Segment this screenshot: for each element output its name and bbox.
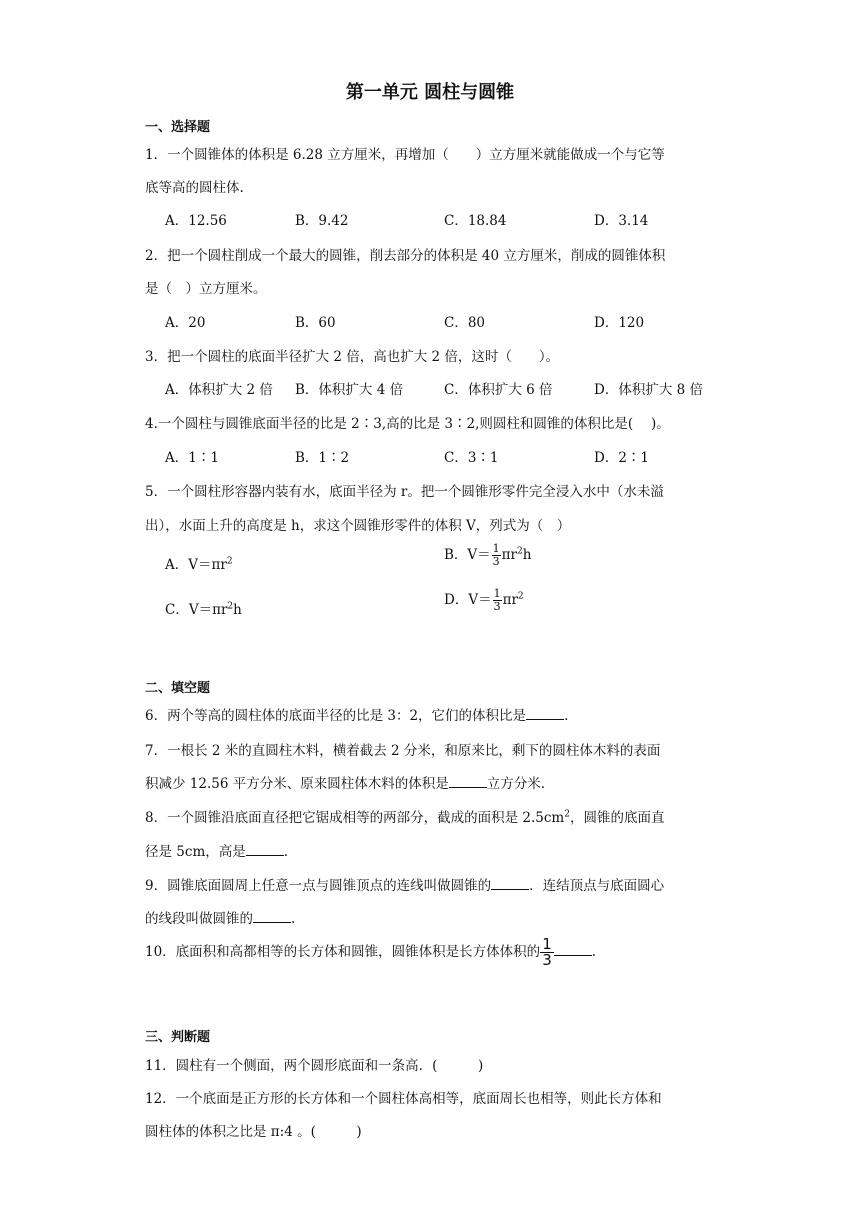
question-2-line-1: 2．把一个圆柱削成一个最大的圆锥，削去部分的体积是 40 立方厘米，削成的圆锥体积 (145, 248, 666, 264)
question-5-option-a: A．$V=\pi r^2$ (165, 556, 233, 573)
question-7-line-2: 积减少 12.56 平方分米、原来圆柱体木料的体积是 立方分米. (145, 776, 546, 792)
question-12-line-1: 12．一个底面是正方形的长方体和一个圆柱体高相等，底面周长也相等，则此长方体和 (145, 1091, 662, 1107)
question-2-option-d: D．120 (594, 315, 645, 331)
question-1-line-1: 1．一个圆锥体的体积是 6.28 立方厘米，再增加（ ）立方厘米就能做成一个与它等 (145, 147, 665, 163)
question-5-option-d: D．V＝ $\frac{1}{3}$ $\pi r^2$ (444, 587, 524, 613)
question-3-line-1: 3．把一个圆柱的底面半径扩大 2 倍，高也扩大 2 倍，这时（ ）。 (145, 349, 560, 365)
fraction-one-third: $\frac{1}{3}$ (542, 935, 552, 969)
question-5-line-2: 出），水面上升的高度是 h，求这个圆锥形零件的体积 V，列式为（ ） (145, 518, 571, 534)
question-10-line-1: 10．底面积和高都相等的长方体和圆锥，圆锥体积是长方体体积的 $\frac{1}{3}$ . (145, 935, 597, 969)
question-3-option-b: B．体积扩大 4 倍 (295, 382, 404, 398)
answer-blank[interactable] (246, 843, 284, 856)
question-4-option-c: C．3∶1 (444, 450, 499, 466)
question-3-option-c: C．体积扩大 6 倍 (444, 382, 553, 398)
question-9-line-1: 9．圆锥底面圆周上任意一点与圆锥顶点的连线叫做圆锥的 ．连结顶点与底面圆心 (145, 878, 665, 894)
question-1-option-a: A．12.56 (165, 213, 227, 229)
section-heading-judge: 三、判断题 (145, 1030, 211, 1045)
question-9-line-2: 的线段叫做圆锥的 . (145, 911, 296, 927)
answer-blank[interactable] (449, 775, 487, 788)
question-2-option-b: B．60 (295, 315, 336, 331)
question-4-line-1: 4.一个圆柱与圆锥底面半径的比是 2∶3,高的比是 3∶2,则圆柱和圆锥的体积比是( )。 (145, 416, 670, 432)
answer-blank[interactable] (253, 910, 291, 923)
question-1-line-2: 底等高的圆柱体. (145, 180, 244, 196)
answer-blank[interactable] (554, 943, 592, 956)
question-11-line-1: 11．圆柱有一个侧面，两个圆形底面和一条高．( ) (145, 1058, 484, 1074)
section-heading-fill: 二、填空题 (145, 681, 211, 696)
question-4-option-a: A．1∶1 (165, 450, 219, 466)
page-title: 第一单元 圆柱与圆锥 (345, 82, 515, 103)
fraction-one-third: $\frac{1}{3}$ (493, 587, 501, 613)
question-5-option-c: C．$V=\pi r^2h$ (165, 601, 242, 618)
question-6-line-1: 6．两个等高的圆柱体的底面半径的比是 3：2，它们的体积比是 . (145, 708, 569, 724)
question-5-line-1: 5．一个圆柱形容器内装有水，底面半径为 r。把一个圆锥形零件完全浸入水中（水未溢 (145, 484, 664, 500)
answer-blank[interactable] (526, 707, 564, 720)
question-8-line-2: 径是 5cm，高是 . (145, 844, 289, 860)
answer-blank[interactable] (491, 877, 529, 890)
question-4-option-d: D．2∶1 (594, 450, 650, 466)
question-2-option-a: A．20 (165, 315, 206, 331)
question-2-line-2: 是（ ）立方厘米。 (145, 281, 267, 297)
question-8-line-1: 8．一个圆锥沿底面直径把它锯成相等的两部分，截成的面积是 $2.5cm^2$，圆锥的底面直 (145, 809, 665, 826)
question-7-line-1: 7．一根长 2 米的直圆柱木料，横着截去 2 分米，和原来比，剩下的圆柱体木料的表面 (145, 743, 661, 759)
question-3-option-a: A．体积扩大 2 倍 (165, 382, 273, 398)
question-3-option-d: D．体积扩大 8 倍 (594, 382, 703, 398)
question-2-option-c: C．80 (444, 315, 486, 331)
question-1-option-b: B．9.42 (295, 213, 349, 229)
question-4-option-b: B．1∶2 (295, 450, 350, 466)
question-1-option-c: C．18.84 (444, 213, 507, 229)
question-1-option-d: D．3.14 (594, 213, 649, 229)
fraction-one-third: $\frac{1}{3}$ (492, 542, 500, 568)
question-5-option-b: B．V＝ $\frac{1}{3}$ $\pi r^2h$ (444, 542, 532, 568)
question-12-line-2: 圆柱体的体积之比是 π:4 。( ) (145, 1124, 362, 1140)
section-heading-choice: 一、选择题 (145, 120, 211, 135)
